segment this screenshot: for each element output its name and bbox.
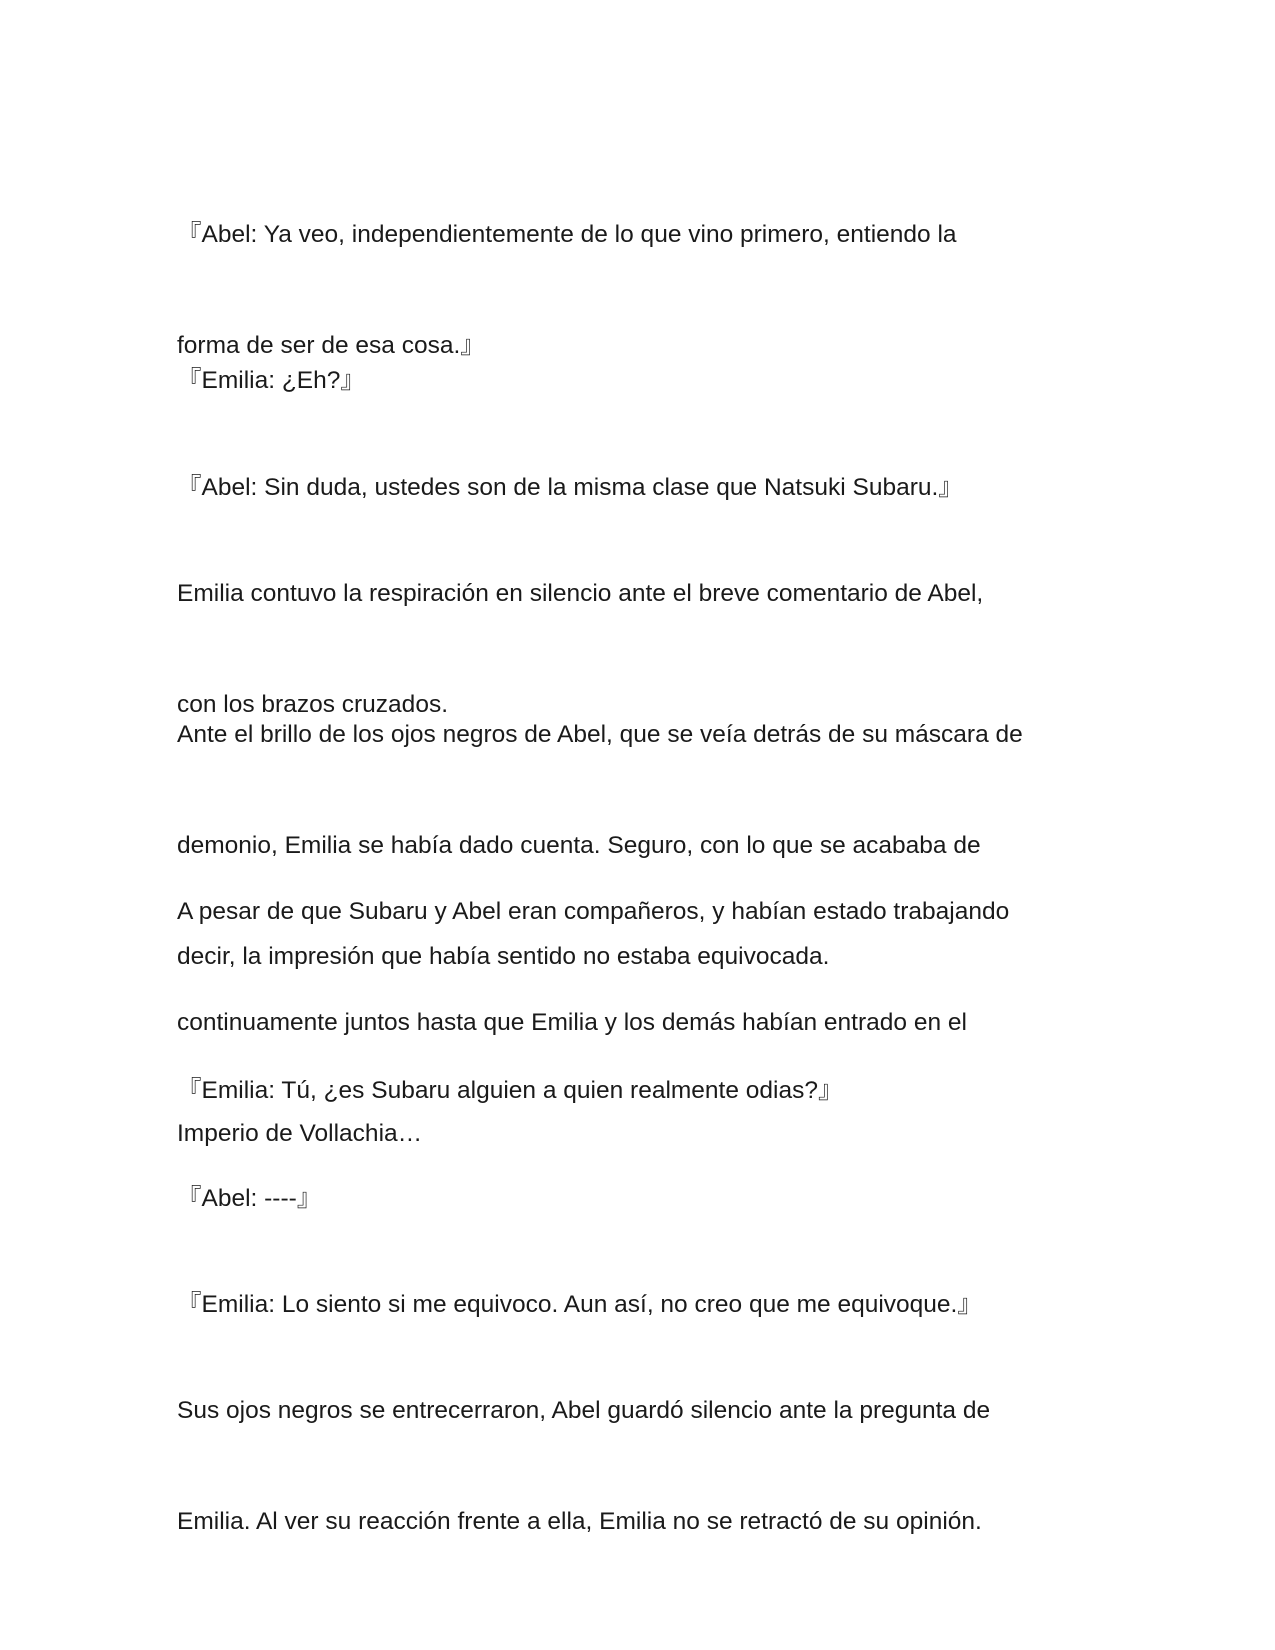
text-line: 『Emilia: ¿Eh?』 [177,367,365,394]
text-line: 『Emilia: Lo siento si me equivoco. Aun así, no creo que me equivoque.』 [177,1291,982,1318]
text-line: 『Emilia: Tú, ¿es Subaru alguien a quien realmente odias?』 [177,1077,843,1104]
text-line: continuamente juntos hasta que Emilia y los demás habían entrado en el [177,1009,967,1036]
narration-paragraph-4 [177,1318,1117,1614]
text-line: Emilia. Al ver su reacción frente a ella, Emilia no se retractó de su opinión. [177,1508,982,1535]
text-line: 『Abel: Sin duda, ustedes son de la misma clase que Natsuki Subaru.』 [177,474,963,501]
text-line: decir, la impresión que había sentido no estaba equivocada. [177,943,830,970]
text-line: forma de ser de esa cosa.』 [177,332,485,359]
text-line: con los brazos cruzados. [177,691,448,718]
text-line: 『Abel: Ya veo, independientemente de lo que vino primero, entiendo la [177,221,957,248]
text-line: Imperio de Vollachia… [177,1120,423,1147]
text-line: demonio, Emilia se había dado cuenta. Seguro, con lo que se acababa de [177,832,981,859]
text-line: Ante el brillo de los ojos negros de Abel, que se veía detrás de su máscara de [177,721,1023,748]
text-line: A pesar de que Subaru y Abel eran compañeros, y habían estado trabajando [177,898,1010,925]
text-line: Emilia contuvo la respiración en silencio ante el breve comentario de Abel, [177,580,984,607]
text-line: 『Abel: ----』 [177,1185,322,1212]
text-line: Sus ojos negros se entrecerraron, Abel guardó silencio ante la pregunta de [177,1397,991,1424]
